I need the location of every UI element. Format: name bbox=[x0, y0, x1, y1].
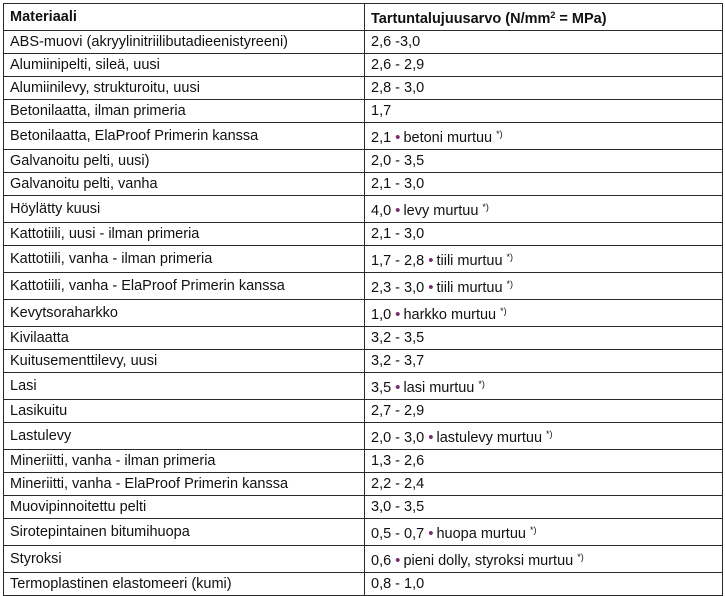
failure-note: lastulevy murtuu bbox=[436, 430, 543, 446]
table-row bbox=[4, 100, 723, 123]
table-header bbox=[4, 4, 723, 31]
table-row bbox=[4, 350, 723, 373]
header-row bbox=[4, 4, 723, 31]
adhesion-value-cell bbox=[365, 31, 723, 54]
adhesion-value: 1,3 - 2,6 bbox=[371, 453, 425, 469]
adhesion-value: 1,7 bbox=[371, 103, 392, 119]
table-row bbox=[4, 77, 723, 100]
header-value-suffix: = MPa) bbox=[555, 11, 607, 27]
adhesion-value-cell bbox=[365, 196, 723, 223]
footnote-marker: *) bbox=[506, 252, 514, 262]
bullet-icon: • bbox=[395, 552, 401, 569]
adhesion-value: 2,1 - 3,0 bbox=[371, 226, 425, 242]
bullet-icon: • bbox=[395, 202, 401, 219]
table-row bbox=[4, 223, 723, 246]
bullet-icon: • bbox=[428, 429, 434, 446]
material-cell: Höylätty kuusi bbox=[4, 196, 365, 223]
failure-note: lasi murtuu bbox=[403, 380, 475, 396]
header-material: Materiaali bbox=[4, 4, 365, 31]
failure-note: tiili murtuu bbox=[436, 280, 503, 296]
adhesion-value: 3,2 - 3,5 bbox=[371, 330, 425, 346]
table-body bbox=[4, 31, 723, 596]
bullet-icon: • bbox=[395, 129, 401, 146]
adhesion-value-cell bbox=[365, 100, 723, 123]
material-cell: Lastulevy bbox=[4, 423, 365, 450]
adhesion-value: 2,1 - 3,0 bbox=[371, 176, 425, 192]
table-row bbox=[4, 546, 723, 573]
header-adhesion-value bbox=[365, 4, 723, 31]
adhesion-value-cell bbox=[365, 350, 723, 373]
bullet-icon: • bbox=[395, 379, 401, 396]
material-cell: ABS-muovi (akryylinitriilibutadieenistyreeni) bbox=[4, 31, 365, 54]
adhesion-value-cell bbox=[365, 519, 723, 546]
adhesion-value-cell bbox=[365, 546, 723, 573]
adhesion-value-cell bbox=[365, 573, 723, 596]
failure-note: harkko murtuu bbox=[403, 307, 497, 323]
failure-note: huopa murtuu bbox=[436, 526, 526, 542]
material-cell: Sirotepintainen bitumihuopa bbox=[4, 519, 365, 546]
material-cell: Termoplastinen elastomeeri (kumi) bbox=[4, 573, 365, 596]
footnote-marker: *) bbox=[506, 279, 514, 289]
table-row bbox=[4, 327, 723, 350]
material-cell: Alumiinilevy, strukturoitu, uusi bbox=[4, 77, 365, 100]
material-cell: Lasikuitu bbox=[4, 400, 365, 423]
adhesion-value: 2,0 - 3,5 bbox=[371, 153, 425, 169]
adhesion-value: 2,3 - 3,0 bbox=[371, 280, 425, 296]
adhesion-value: 1,7 - 2,8 bbox=[371, 253, 425, 269]
material-cell: Kivilaatta bbox=[4, 327, 365, 350]
adhesion-value-cell bbox=[365, 400, 723, 423]
table-row bbox=[4, 300, 723, 327]
adhesion-value: 0,6 bbox=[371, 553, 392, 569]
material-cell: Styroksi bbox=[4, 546, 365, 573]
adhesion-value-cell bbox=[365, 173, 723, 196]
adhesion-value-cell bbox=[365, 373, 723, 400]
adhesion-value-cell bbox=[365, 423, 723, 450]
adhesion-value: 2,0 - 3,0 bbox=[371, 430, 425, 446]
footnote-marker: *) bbox=[577, 552, 584, 562]
adhesion-value: 2,6 -3,0 bbox=[371, 34, 421, 50]
adhesion-value: 3,5 bbox=[371, 380, 392, 396]
failure-note: betoni murtuu bbox=[403, 130, 493, 146]
adhesion-value-cell bbox=[365, 150, 723, 173]
material-cell: Kuitusementtilevy, uusi bbox=[4, 350, 365, 373]
adhesion-value: 2,2 - 2,4 bbox=[371, 476, 425, 492]
header-value-prefix: Tartuntalujuusarvo (N/mm bbox=[371, 11, 551, 27]
adhesion-value: 0,8 - 1,0 bbox=[371, 576, 425, 592]
adhesion-value-cell bbox=[365, 54, 723, 77]
adhesion-value-cell bbox=[365, 496, 723, 519]
bullet-icon: • bbox=[428, 279, 434, 296]
adhesion-value: 4,0 bbox=[371, 203, 392, 219]
adhesion-value-cell bbox=[365, 327, 723, 350]
bullet-icon: • bbox=[428, 525, 434, 542]
table-row bbox=[4, 450, 723, 473]
material-cell: Muovipinnoitettu pelti bbox=[4, 496, 365, 519]
material-cell: Alumiinipelti, sileä, uusi bbox=[4, 54, 365, 77]
adhesion-value-cell bbox=[365, 77, 723, 100]
adhesion-value: 3,2 - 3,7 bbox=[371, 353, 425, 369]
footnote-marker: *) bbox=[496, 129, 503, 139]
adhesion-value-cell bbox=[365, 473, 723, 496]
material-cell: Kevytsoraharkko bbox=[4, 300, 365, 327]
failure-note: pieni dolly, styroksi murtuu bbox=[403, 553, 574, 569]
bullet-icon: • bbox=[428, 252, 434, 269]
footnote-marker: *) bbox=[482, 202, 489, 212]
bullet-icon: • bbox=[395, 306, 401, 323]
footnote-marker: *) bbox=[546, 429, 553, 439]
footnote-marker: *) bbox=[478, 379, 485, 389]
material-cell: Lasi bbox=[4, 373, 365, 400]
adhesion-value: 1,0 bbox=[371, 307, 392, 323]
adhesion-value: 3,0 - 3,5 bbox=[371, 499, 425, 515]
adhesion-value-cell bbox=[365, 450, 723, 473]
table-row bbox=[4, 473, 723, 496]
table-row bbox=[4, 150, 723, 173]
footnote-marker: *) bbox=[500, 306, 507, 316]
adhesion-value: 0,5 - 0,7 bbox=[371, 526, 425, 542]
adhesion-value: 2,1 bbox=[371, 130, 392, 146]
table-row bbox=[4, 573, 723, 596]
table-row bbox=[4, 519, 723, 546]
adhesion-value-cell bbox=[365, 123, 723, 150]
adhesion-value: 2,6 - 2,9 bbox=[371, 57, 425, 73]
adhesion-values-table bbox=[3, 3, 723, 596]
material-cell: Mineriitti, vanha - ElaProof Primerin kanssa bbox=[4, 473, 365, 496]
failure-note: levy murtuu bbox=[403, 203, 479, 219]
material-cell: Mineriitti, vanha - ilman primeria bbox=[4, 450, 365, 473]
table-row bbox=[4, 123, 723, 150]
adhesion-value-cell bbox=[365, 273, 723, 300]
material-cell: Galvanoitu pelti, vanha bbox=[4, 173, 365, 196]
adhesion-value-cell bbox=[365, 223, 723, 246]
material-cell: Betonilaatta, ilman primeria bbox=[4, 100, 365, 123]
material-cell: Kattotiili, vanha - ElaProof Primerin kanssa bbox=[4, 273, 365, 300]
table-row bbox=[4, 173, 723, 196]
adhesion-value-cell bbox=[365, 246, 723, 273]
table-row bbox=[4, 373, 723, 400]
material-cell: Kattotiili, vanha - ilman primeria bbox=[4, 246, 365, 273]
material-cell: Betonilaatta, ElaProof Primerin kanssa bbox=[4, 123, 365, 150]
table-row bbox=[4, 273, 723, 300]
adhesion-value-cell bbox=[365, 300, 723, 327]
material-cell: Kattotiili, uusi - ilman primeria bbox=[4, 223, 365, 246]
table-row bbox=[4, 400, 723, 423]
header-value-superscript: 2 bbox=[550, 10, 556, 20]
table-row bbox=[4, 496, 723, 519]
table-row bbox=[4, 246, 723, 273]
adhesion-value: 2,8 - 3,0 bbox=[371, 80, 425, 96]
material-cell: Galvanoitu pelti, uusi) bbox=[4, 150, 365, 173]
table-row bbox=[4, 54, 723, 77]
table-row bbox=[4, 423, 723, 450]
failure-note: tiili murtuu bbox=[436, 253, 503, 269]
footnote-marker: *) bbox=[529, 525, 537, 535]
table-row bbox=[4, 196, 723, 223]
table-row bbox=[4, 31, 723, 54]
adhesion-value: 2,7 - 2,9 bbox=[371, 403, 425, 419]
